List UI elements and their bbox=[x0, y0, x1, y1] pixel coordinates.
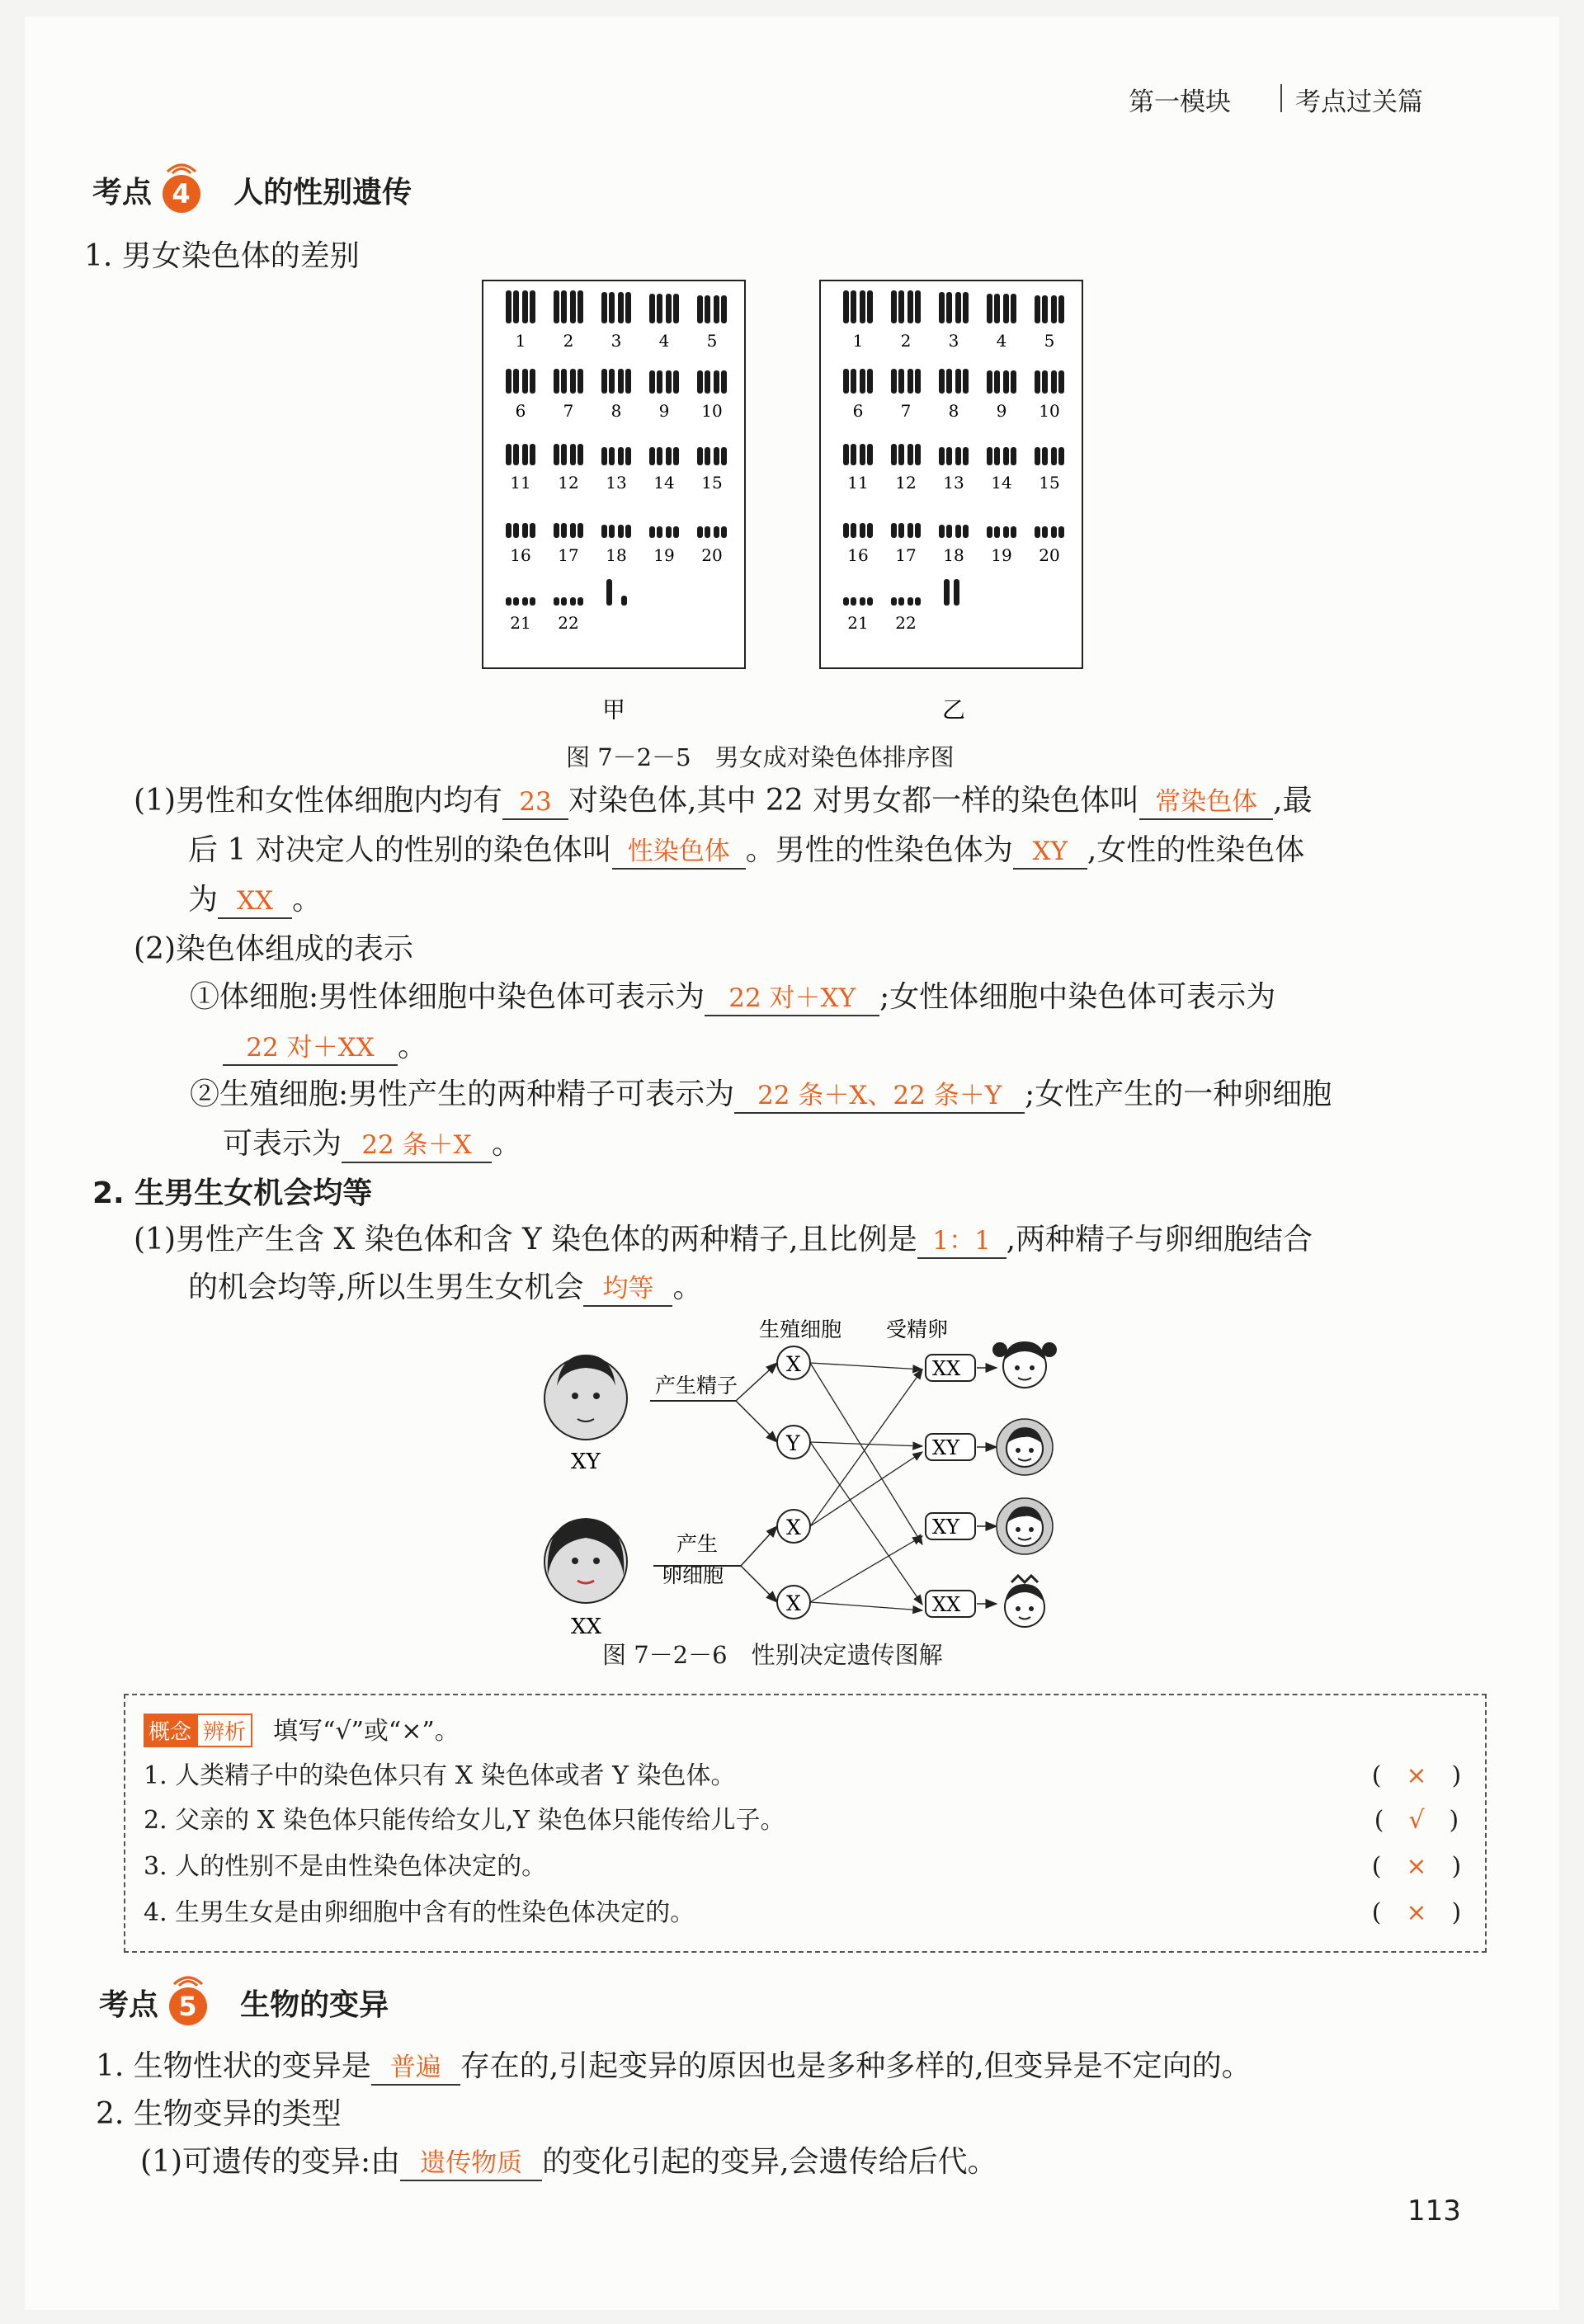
col-zygote: 受精卵 bbox=[886, 1318, 949, 1341]
chromosome-number-a-9: 9 bbox=[658, 401, 670, 421]
gamete-4 bbox=[777, 1586, 810, 1619]
kp5-title: 生物的变异 bbox=[240, 1988, 389, 2022]
chromosome-number-a-21: 21 bbox=[510, 613, 531, 633]
svg-text:Y: Y bbox=[786, 1431, 800, 1455]
kp4-title: 人的性别遗传 bbox=[233, 176, 412, 210]
concept-tag-2: 辨析 bbox=[196, 1714, 252, 1747]
boy-face-icon-2 bbox=[997, 1498, 1053, 1554]
signal-icon bbox=[166, 1968, 210, 1987]
kp4-item1-title: 1. 男女染色体的差别 bbox=[84, 239, 360, 273]
para-2a-line2: 22 对＋XX 。 bbox=[223, 1023, 427, 1071]
blank-egg: 22 条＋X bbox=[342, 1129, 492, 1163]
concept-answer-3: ( × ) bbox=[1371, 1852, 1462, 1881]
sex-determination-diagram bbox=[520, 1303, 1114, 1633]
chromosome-number-a-11: 11 bbox=[510, 473, 531, 493]
panel-a-label: 甲 bbox=[602, 696, 626, 719]
chromosome-number-b-4: 4 bbox=[996, 331, 1007, 351]
svg-text:XY: XY bbox=[932, 1436, 959, 1459]
svg-text:X: X bbox=[786, 1516, 801, 1539]
chromosome-number-b-18: 18 bbox=[943, 545, 964, 565]
para-1-line3: 为 XX 。 bbox=[188, 876, 322, 924]
concept-analysis-box bbox=[124, 1694, 1487, 1953]
para-2-title: (2)染色体组成的表示 bbox=[134, 932, 413, 966]
boy-face-icon-1 bbox=[997, 1419, 1053, 1475]
chromosome-number-b-20: 20 bbox=[1039, 545, 1060, 565]
zygote-3 bbox=[926, 1513, 997, 1539]
svg-text:XX: XX bbox=[932, 1357, 961, 1380]
gamete-1 bbox=[777, 1346, 810, 1379]
father-face-icon bbox=[544, 1355, 627, 1440]
gamete-3 bbox=[777, 1510, 810, 1543]
zygote-4 bbox=[926, 1591, 997, 1617]
para-2a-line1: ①体细胞:男性体细胞中染色体可表示为 22 对＋XY ;女性体细胞中染色体可表示为 bbox=[190, 973, 1275, 1021]
chromosome-number-b-12: 12 bbox=[895, 473, 917, 493]
para-3-line1: (1)男性产生含 X 染色体和含 Y 染色体的两种精子,且比例是 1：1 ,两种精子与卵细胞结合 bbox=[134, 1216, 1313, 1264]
kp4-item2-title: 2. 生男生女机会均等 bbox=[92, 1176, 373, 1210]
chromosome-number-a-5: 5 bbox=[706, 331, 718, 351]
chromosome-number-a-12: 12 bbox=[558, 473, 579, 493]
chromosome-number-a-3: 3 bbox=[610, 331, 622, 351]
female-action-2: 卵细胞 bbox=[662, 1563, 724, 1587]
fig1-caption: 图 7－2－5 男女成对染色体排序图 bbox=[566, 743, 955, 771]
svg-text:XX: XX bbox=[932, 1593, 961, 1616]
para-1-line1: (1)男性和女性体细胞内均有 23 对染色体,其中 22 对男女都一样的染色体叫 常染色体 ,最 bbox=[134, 777, 1313, 825]
concept-answer-1: ( × ) bbox=[1371, 1761, 1462, 1790]
chromosome-number-a-17: 17 bbox=[558, 545, 579, 565]
chromosome-number-b-5: 5 bbox=[1044, 331, 1055, 351]
page bbox=[25, 16, 1559, 2310]
chromosome-number-a-22: 22 bbox=[558, 613, 579, 633]
blank-sex-chromosome: 性染色体 bbox=[612, 835, 746, 870]
gamete-2 bbox=[777, 1426, 810, 1459]
concept-answer-2: ( √ ) bbox=[1374, 1806, 1459, 1835]
chromosome-number-b-10: 10 bbox=[1039, 401, 1060, 421]
page-number: 113 bbox=[1407, 2194, 1461, 2227]
chromosome-number-a-16: 16 bbox=[510, 545, 531, 565]
fig2-caption: 图 7－2－6 性别决定遗传图解 bbox=[602, 1641, 943, 1669]
kp5-line1: 1. 生物性状的变异是 普遍 存在的,引起变异的原因也是多种多样的,但变异是不定向的。 bbox=[96, 2043, 1252, 2091]
chromosome-number-a-19: 19 bbox=[653, 545, 675, 565]
blank-ratio: 1：1 bbox=[917, 1224, 1006, 1259]
header-divider bbox=[1280, 84, 1282, 112]
girl-face-icon-2 bbox=[1005, 1576, 1044, 1627]
chromosome-number-a-18: 18 bbox=[606, 545, 627, 565]
blank-equal: 均等 bbox=[583, 1272, 672, 1307]
blank-23: 23 bbox=[502, 785, 568, 820]
blank-autosome: 常染色体 bbox=[1139, 785, 1273, 820]
girl-face-icon-1 bbox=[992, 1341, 1057, 1388]
chromosome-number-b-16: 16 bbox=[847, 545, 869, 565]
chromosome-number-a-15: 15 bbox=[701, 473, 723, 493]
blank-xy: XY bbox=[1013, 835, 1087, 870]
svg-text:X: X bbox=[786, 1591, 801, 1615]
kp5-label: 考点 bbox=[99, 1988, 159, 2022]
blank-female-somatic: 22 对＋XX bbox=[223, 1031, 398, 1066]
chromosome-number-b-6: 6 bbox=[852, 401, 864, 421]
para-2b-line1: ②生殖细胞:男性产生的两种精子可表示为 22 条＋X、22 条＋Y ;女性产生的一种卵细胞 bbox=[190, 1071, 1332, 1119]
chromosome-number-b-3: 3 bbox=[948, 331, 959, 351]
para-3-line2: 的机会均等,所以生男生女机会 均等 。 bbox=[188, 1264, 702, 1312]
male-action: 产生精子 bbox=[655, 1374, 738, 1398]
chromosome-number-b-19: 19 bbox=[991, 545, 1012, 565]
kp5-badge: 5 bbox=[169, 1987, 207, 2025]
chromosome-number-b-21: 21 bbox=[847, 613, 869, 633]
concept-tag bbox=[144, 1710, 460, 1747]
blank-sperm: 22 条＋X、22 条＋Y bbox=[734, 1079, 1025, 1114]
chromosome-number-b-22: 22 bbox=[895, 613, 917, 633]
chromosome-number-b-2: 2 bbox=[900, 331, 912, 351]
concept-answer-4: ( × ) bbox=[1371, 1898, 1462, 1927]
chromosome-number-b-14: 14 bbox=[991, 473, 1012, 493]
concept-tag-1: 概念 bbox=[144, 1714, 196, 1747]
chromosome-number-b-9: 9 bbox=[996, 401, 1007, 421]
concept-item-1: 1. 人类精子中的染色体只有 X 染色体或者 Y 染色体。 bbox=[144, 1761, 736, 1790]
header-section: 考点过关篇 bbox=[1295, 87, 1423, 117]
kp4-heading bbox=[92, 169, 412, 213]
kp4-badge: 4 bbox=[163, 175, 200, 213]
signal-icon bbox=[159, 155, 204, 175]
chromosome-number-a-14: 14 bbox=[653, 473, 675, 493]
zygote-2 bbox=[926, 1434, 997, 1460]
blank-genetic-material: 遗传物质 bbox=[400, 2147, 542, 2181]
chromosome-number-a-10: 10 bbox=[701, 401, 723, 421]
concept-instruction: 填写“√”或“×”。 bbox=[273, 1717, 460, 1746]
chromosome-number-b-7: 7 bbox=[900, 401, 912, 421]
chromosome-number-a-4: 4 bbox=[658, 331, 670, 351]
zygote-1 bbox=[926, 1355, 997, 1381]
header-module: 第一模块 bbox=[1129, 87, 1231, 117]
father-genotype: XY bbox=[571, 1450, 601, 1474]
karyotype-figure bbox=[478, 274, 1122, 719]
chromosome-number-a-7: 7 bbox=[563, 401, 574, 421]
chromosome-number-b-15: 15 bbox=[1039, 473, 1060, 493]
blank-common: 普遍 bbox=[371, 2051, 460, 2086]
chromosome-number-b-11: 11 bbox=[847, 473, 869, 493]
chromosome-number-a-2: 2 bbox=[563, 331, 574, 351]
chromosome-number-a-20: 20 bbox=[701, 545, 723, 565]
svg-text:XY: XY bbox=[932, 1516, 959, 1539]
panel-b-label: 乙 bbox=[942, 696, 966, 719]
chromosome-number-a-8: 8 bbox=[610, 401, 622, 421]
col-germ-cell: 生殖细胞 bbox=[759, 1318, 842, 1341]
concept-item-4: 4. 生男生女是由卵细胞中含有的性染色体决定的。 bbox=[144, 1898, 695, 1927]
kp4-label: 考点 bbox=[92, 176, 153, 210]
svg-text:X: X bbox=[786, 1352, 801, 1376]
kp5-heading bbox=[99, 1982, 389, 2025]
chromosome-number-a-13: 13 bbox=[606, 473, 627, 493]
concept-item-2: 2. 父亲的 X 染色体只能传给女儿,Y 染色体只能传给儿子。 bbox=[144, 1806, 785, 1835]
chromosome-number-b-13: 13 bbox=[943, 473, 964, 493]
chromosome-number-b-8: 8 bbox=[948, 401, 959, 421]
blank-male-somatic: 22 对＋XY bbox=[705, 982, 879, 1016]
blank-xx: XX bbox=[218, 884, 292, 919]
mother-face-icon bbox=[544, 1518, 627, 1603]
chromosome-number-a-6: 6 bbox=[515, 401, 526, 421]
mother-genotype: XX bbox=[571, 1615, 602, 1633]
para-2b-line2: 可表示为 22 条＋X 。 bbox=[223, 1120, 521, 1168]
chromosome-number-b-17: 17 bbox=[895, 545, 917, 565]
kp5-line2: 2. 生物变异的类型 bbox=[96, 2097, 342, 2131]
kp5-line3: (1)可遗传的变异:由 遗传物质 的变化引起的变异,会遗传给后代。 bbox=[140, 2138, 997, 2186]
chromosome-number-a-1: 1 bbox=[515, 331, 526, 351]
para-1-line2: 后 1 对决定人的性别的染色体叫 性染色体 。男性的性染色体为 XY ,女性的性染色体 bbox=[188, 827, 1304, 874]
chromosome-number-b-1: 1 bbox=[852, 331, 864, 351]
concept-item-3: 3. 人的性别不是由性染色体决定的。 bbox=[144, 1852, 547, 1881]
female-action-1: 产生 bbox=[676, 1532, 719, 1556]
